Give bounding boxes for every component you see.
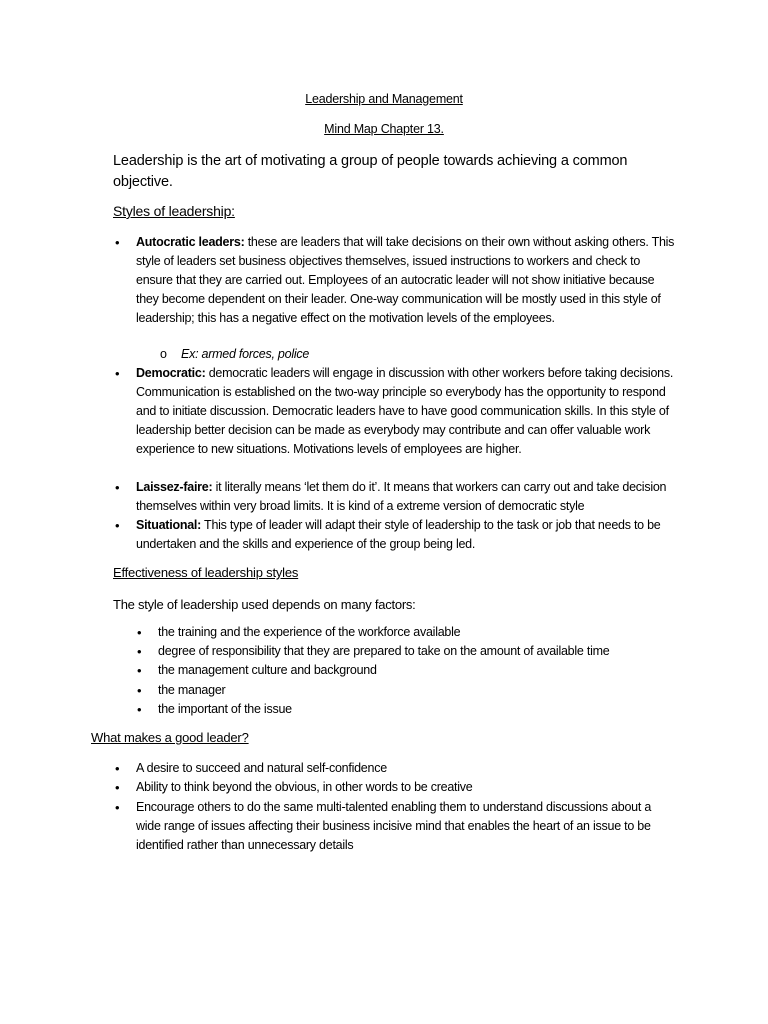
bullet-marker: • (115, 780, 120, 795)
list-item: the important of the issue (158, 702, 292, 716)
bullet-marker: • (115, 518, 120, 533)
style-democratic (136, 364, 676, 459)
style-autocratic (136, 233, 676, 328)
effectiveness-heading: Effectiveness of leadership styles (113, 565, 299, 580)
effectiveness-intro: The style of leadership used depends on many factors: (113, 597, 416, 612)
bullet-marker: • (137, 625, 142, 640)
term-label: Laissez-faire: (136, 480, 213, 494)
bullet-marker: • (137, 683, 142, 698)
bullet-marker: • (115, 366, 120, 381)
style-situational (136, 516, 676, 554)
styles-heading: Styles of leadership: (113, 203, 235, 219)
list-item: Ability to think beyond the obvious, in other words to be creative (136, 780, 473, 794)
page-subtitle: Mind Map Chapter 13. (324, 122, 444, 136)
bullet-marker: • (137, 644, 142, 659)
list-item: Encourage others to do the same multi-talented enabling them to understand discussions about a wide range of issues affecting their business incisive mind that enables the heart of an issue to be identified rather than unnecessary details (136, 800, 652, 852)
intro-paragraph: Leadership is the art of motivating a group of people towards achieving a common objective. (113, 153, 628, 190)
page-title: Leadership and Management (305, 92, 463, 106)
list-item: degree of responsibility that they are prepared to take on the amount of available time (158, 644, 610, 658)
bullet-marker: • (115, 800, 120, 815)
term-label: Situational: (136, 518, 202, 532)
sub-bullet-marker: o (160, 347, 167, 361)
term-label: Democratic: (136, 366, 206, 380)
list-item: A desire to succeed and natural self-confidence (136, 761, 387, 775)
list-item: the training and the experience of the workforce available (158, 625, 461, 639)
list-item: the management culture and background (158, 663, 377, 677)
bullet-marker: • (137, 663, 142, 678)
autocratic-example: Ex: armed forces, police (181, 347, 310, 361)
style-laissez-faire (136, 478, 676, 516)
bullet-marker: • (115, 235, 120, 250)
bullet-marker: • (115, 761, 120, 776)
bullet-marker: • (115, 480, 120, 495)
term-description: these are leaders that will take decisions on their own without asking others. This style of leaders set business objectives themselves, issued instructions to workers and check to ensure that they are carried out. Employees of an autocratic leader will not show initiative because they become dependent on their leader. One-way communication will be mostly used in this style of leadership; this has a negative effect on the motivation levels of the employees. (136, 235, 675, 325)
term-label: Autocratic leaders: (136, 235, 245, 249)
term-description: it literally means ‘let them do it’. It means that workers can carry out and take decision themselves within very broad limits. It is kind of a extreme version of democratic style (136, 480, 667, 513)
good-leader-heading: What makes a good leader? (91, 730, 249, 745)
term-description: This type of leader will adapt their style of leadership to the task or job that needs to be undertaken and the skills and experience of the group being led. (136, 518, 661, 551)
bullet-marker: • (137, 702, 142, 717)
term-description: democratic leaders will engage in discussion with other workers before taking decisions. Communication is established on the two-way principle so everybody has the opportunity to respond and to initiate discussion. Democratic leaders have to have good communication skills. In this style of leadership better decision can be made as everybody may contribute and can offer valuable work experience to new situations. Motivations levels of employees are higher. (136, 366, 674, 456)
list-item: the manager (158, 683, 226, 697)
